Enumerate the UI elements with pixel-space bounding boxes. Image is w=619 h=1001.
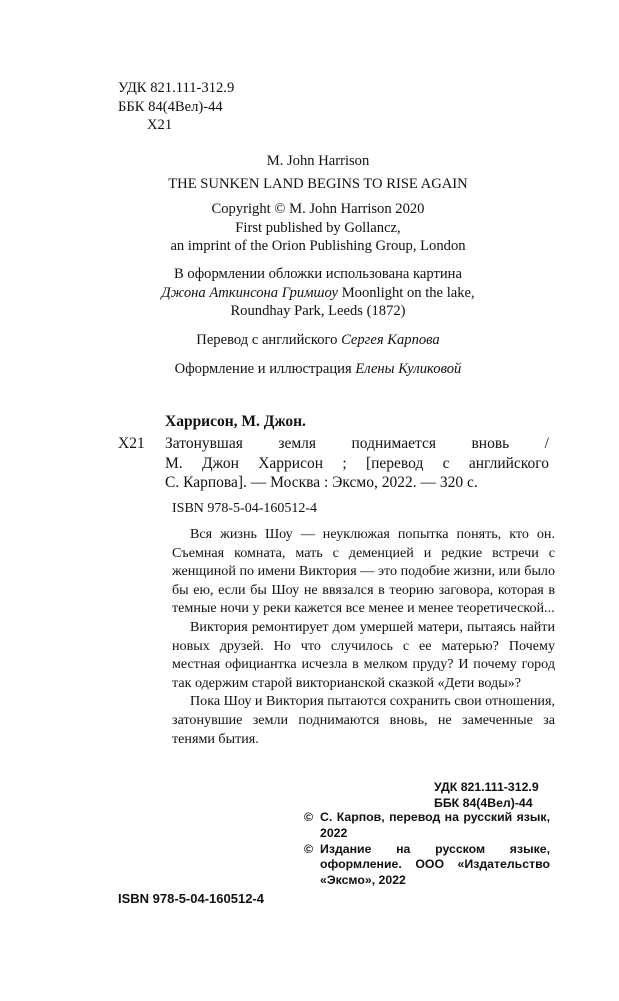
copyright-row	[304, 842, 550, 889]
bottom-codes	[434, 780, 539, 811]
designer-name: Елены Куликовой	[355, 361, 462, 377]
bottom-isbn: ISBN 978-5-04-160512-4	[118, 891, 264, 906]
cover-note	[118, 265, 518, 321]
copyright-block	[304, 810, 550, 889]
card-isbn: ISBN 978-5-04-160512-4	[172, 501, 318, 516]
author-mark: Х21	[147, 117, 173, 133]
card-line: М. Джон Харрисон ; [перевод с английского	[165, 454, 549, 472]
copyright-symbol: ©	[304, 841, 314, 856]
annotation-paragraph: Вся жизнь Шоу — неуклюжая попытка понять, кто он. Съемная комната, мать с деменцией и редкие встречи с женщиной по имени Виктория — это подобие жизни, или было бы ею, если бы Шоу не ввязался в теорию заговора, которая в темные ночи у реки кажется все менее и менее теоретической...	[172, 526, 555, 617]
translation-credit	[118, 331, 518, 350]
card-line: С. Карпова]. — Москва : Эксмо, 2022. — 320 с.	[165, 474, 478, 492]
original-title: THE SUNKEN LAND BEGINS TO RISE AGAIN	[168, 176, 468, 192]
bbk-code: ББК 84(4Вел)-44	[118, 98, 223, 115]
copyright-line: Copyright © M. John Harrison 2020	[211, 201, 425, 217]
original-copyright	[118, 200, 518, 256]
copyright-line: First published by Gollancz,	[235, 219, 401, 236]
bbk-code-bottom: ББК 84(4Вел)-44	[434, 795, 533, 810]
udk-code: УДК 821.111-312.9	[118, 80, 235, 96]
cover-line: Roundhay Park, Leeds (1872)	[230, 303, 406, 320]
copyright-row	[304, 810, 550, 842]
udk-code-bottom: УДК 821.111-312.9	[434, 780, 539, 794]
copyright-line: an imprint of the Orion Publishing Group, London	[170, 238, 466, 255]
card-heading: Харрисон, М. Джон.	[165, 413, 306, 430]
annotation	[172, 525, 555, 748]
cover-line	[118, 284, 518, 303]
annotation-paragraph: Пока Шоу и Виктория пытаются сохранить свои отношения, затонувшие земли поднимаются вновь, не замеченные за тенями бытия.	[172, 693, 555, 747]
design-credit	[118, 360, 518, 379]
annotation-paragraph: Виктория ремонтирует дом умершей матери, пытаясь найти новых друзей. Но что случилось с ее матерью? Почему местная официантка исчезла в мелком пруду? И почему город так одержим старой викторианской сказкой «Дети воды»?	[172, 618, 555, 691]
painting-title: Moonlight on the lake,	[338, 284, 475, 301]
card-description	[165, 434, 549, 493]
design-prefix: Оформление и иллюстрация	[174, 361, 356, 377]
translator-name: Сергея Карпова	[341, 332, 440, 348]
card-line: Затонувшая земля поднимается вновь /	[165, 435, 549, 452]
copyright-text: С. Карпов, перевод на русский язык, 2022	[320, 810, 550, 840]
painter-name: Джона Аткинсона Гримшоу	[161, 284, 339, 301]
cover-line: В оформлении обложки использована картина	[174, 266, 462, 282]
card-mark: Х21	[118, 435, 145, 452]
copyright-text: Издание на русском языке, оформление. ООО «Издательство «Эксмо», 2022	[320, 841, 550, 888]
copyright-symbol: ©	[304, 810, 314, 824]
classification-codes	[118, 79, 234, 135]
original-author: M. John Harrison	[266, 153, 370, 169]
translation-prefix: Перевод с английского	[196, 332, 342, 348]
